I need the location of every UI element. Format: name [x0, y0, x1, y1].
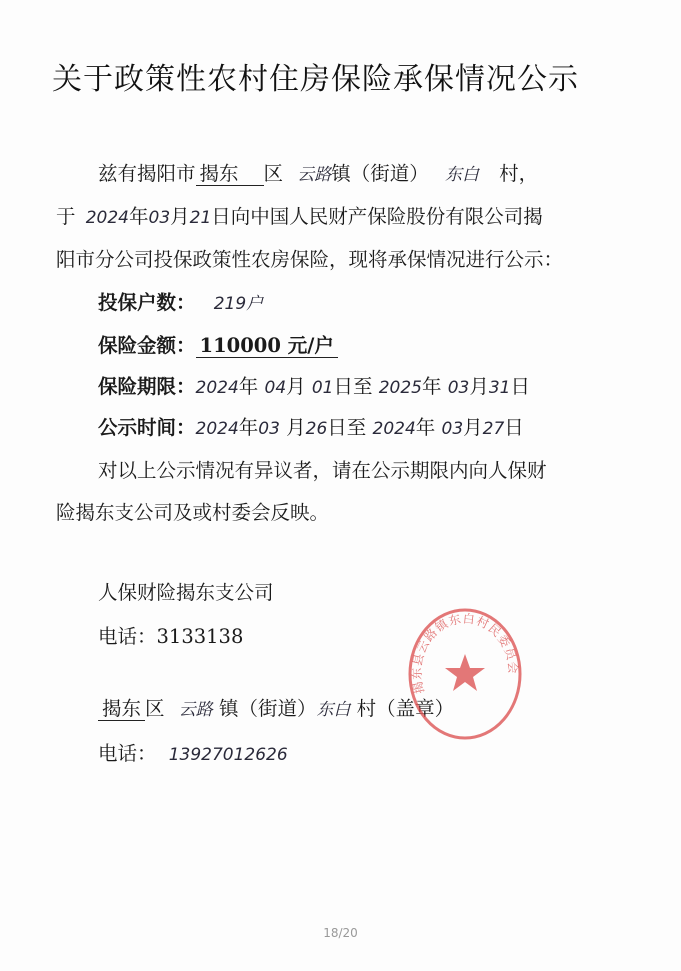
company-phone-row [98, 621, 243, 649]
insured-amount-row [98, 330, 338, 358]
vc-district-suffix: 区 [145, 697, 165, 720]
date-month-handwritten: 03 [148, 208, 171, 228]
day-char: 日 [510, 375, 531, 398]
objection-line-2: 险揭东支公司及或村委会反映。 [56, 501, 330, 524]
year-char: 年 [238, 416, 259, 439]
to-char: 日至 [327, 416, 367, 439]
vc-phone-label: 电话： [98, 742, 157, 765]
period-end-year: 2025 [378, 378, 422, 398]
year-char: 年 [421, 375, 442, 398]
objection-line-1: 对以上公示情况有异议者，请在公示期限内向人保财 [98, 459, 547, 482]
period-start-month: 04 [264, 378, 287, 398]
intro-line-2 [56, 201, 543, 229]
month-char: 月 [286, 375, 306, 398]
insured-count-label: 投保户数： [98, 291, 196, 314]
insurance-period-label: 保险期限： [98, 375, 196, 398]
date-day-handwritten: 21 [189, 208, 212, 228]
intro-prefix: 兹有揭阳市 [98, 162, 196, 185]
day-char: 日 [504, 416, 524, 439]
month-char: 月 [286, 416, 306, 439]
insurance-period-row [98, 371, 530, 399]
notice-end-year: 2024 [372, 419, 416, 439]
insured-amount-label: 保险金额： [98, 334, 196, 357]
vc-village-suffix: 村（盖章） [356, 697, 455, 720]
vc-phone-row [98, 738, 288, 766]
seal-text: 揭东县云路镇东白村民委员会 [409, 611, 521, 696]
month-char: 月 [469, 375, 489, 398]
notice-start-month: 03 [258, 419, 280, 439]
seal-star-icon [445, 654, 485, 691]
company-phone: 3133138 [156, 625, 244, 648]
village-suffix: 村， [499, 162, 539, 185]
town-suffix: 镇（街道） [331, 162, 429, 185]
notice-period-label: 公示时间： [98, 416, 196, 439]
insured-amount-value: 110000 元/户 [196, 335, 338, 358]
period-end-month: 03 [447, 378, 470, 398]
page-title: 关于政策性农村住房保险承保情况公示 [52, 62, 579, 97]
period-end-day: 31 [488, 378, 511, 398]
date-year-handwritten: 2024 [85, 208, 129, 228]
vc-town-suffix: 镇（街道） [218, 697, 317, 720]
company-name: 人保财险揭东支公司 [98, 581, 274, 604]
insured-count-value: 219户 [213, 294, 264, 314]
company-phone-label: 电话： [98, 625, 157, 648]
period-start-year: 2024 [195, 378, 239, 398]
vc-district: 揭东 [98, 698, 145, 721]
village-committee-row [98, 693, 454, 721]
vc-town-handwritten: 云路 [178, 700, 213, 720]
red-seal-stamp [406, 606, 524, 742]
month-char: 月 [170, 205, 190, 228]
town-handwritten: 云路 [297, 165, 332, 185]
vc-phone-handwritten: 13927012626 [168, 745, 288, 765]
notice-end-month: 03 [441, 419, 464, 439]
intro-yu: 于 [56, 205, 76, 228]
intro-line-3: 阳市分公司投保政策性农房保险，现将承保情况进行公示： [56, 248, 564, 271]
vc-village-handwritten: 东白 [316, 700, 351, 720]
year-char: 年 [128, 205, 149, 228]
intro-line-1 [98, 158, 538, 186]
district-field: 揭东 [196, 163, 264, 186]
notice-end-day: 27 [482, 419, 505, 439]
notice-start-day: 26 [305, 419, 328, 439]
notice-start-year: 2024 [195, 419, 239, 439]
to-char: 日至 [333, 375, 373, 398]
village-handwritten: 东白 [444, 165, 479, 185]
intro-line-2-rest: 日向中国人民财产保险股份有限公司揭 [211, 205, 543, 228]
month-char: 月 [463, 416, 483, 439]
page-number: 18/20 [323, 926, 358, 940]
year-char: 年 [238, 375, 259, 398]
period-start-day: 01 [311, 378, 334, 398]
district-suffix: 区 [263, 162, 284, 185]
year-char: 年 [415, 416, 436, 439]
insured-count-row [98, 287, 263, 315]
notice-period-row [98, 412, 524, 440]
